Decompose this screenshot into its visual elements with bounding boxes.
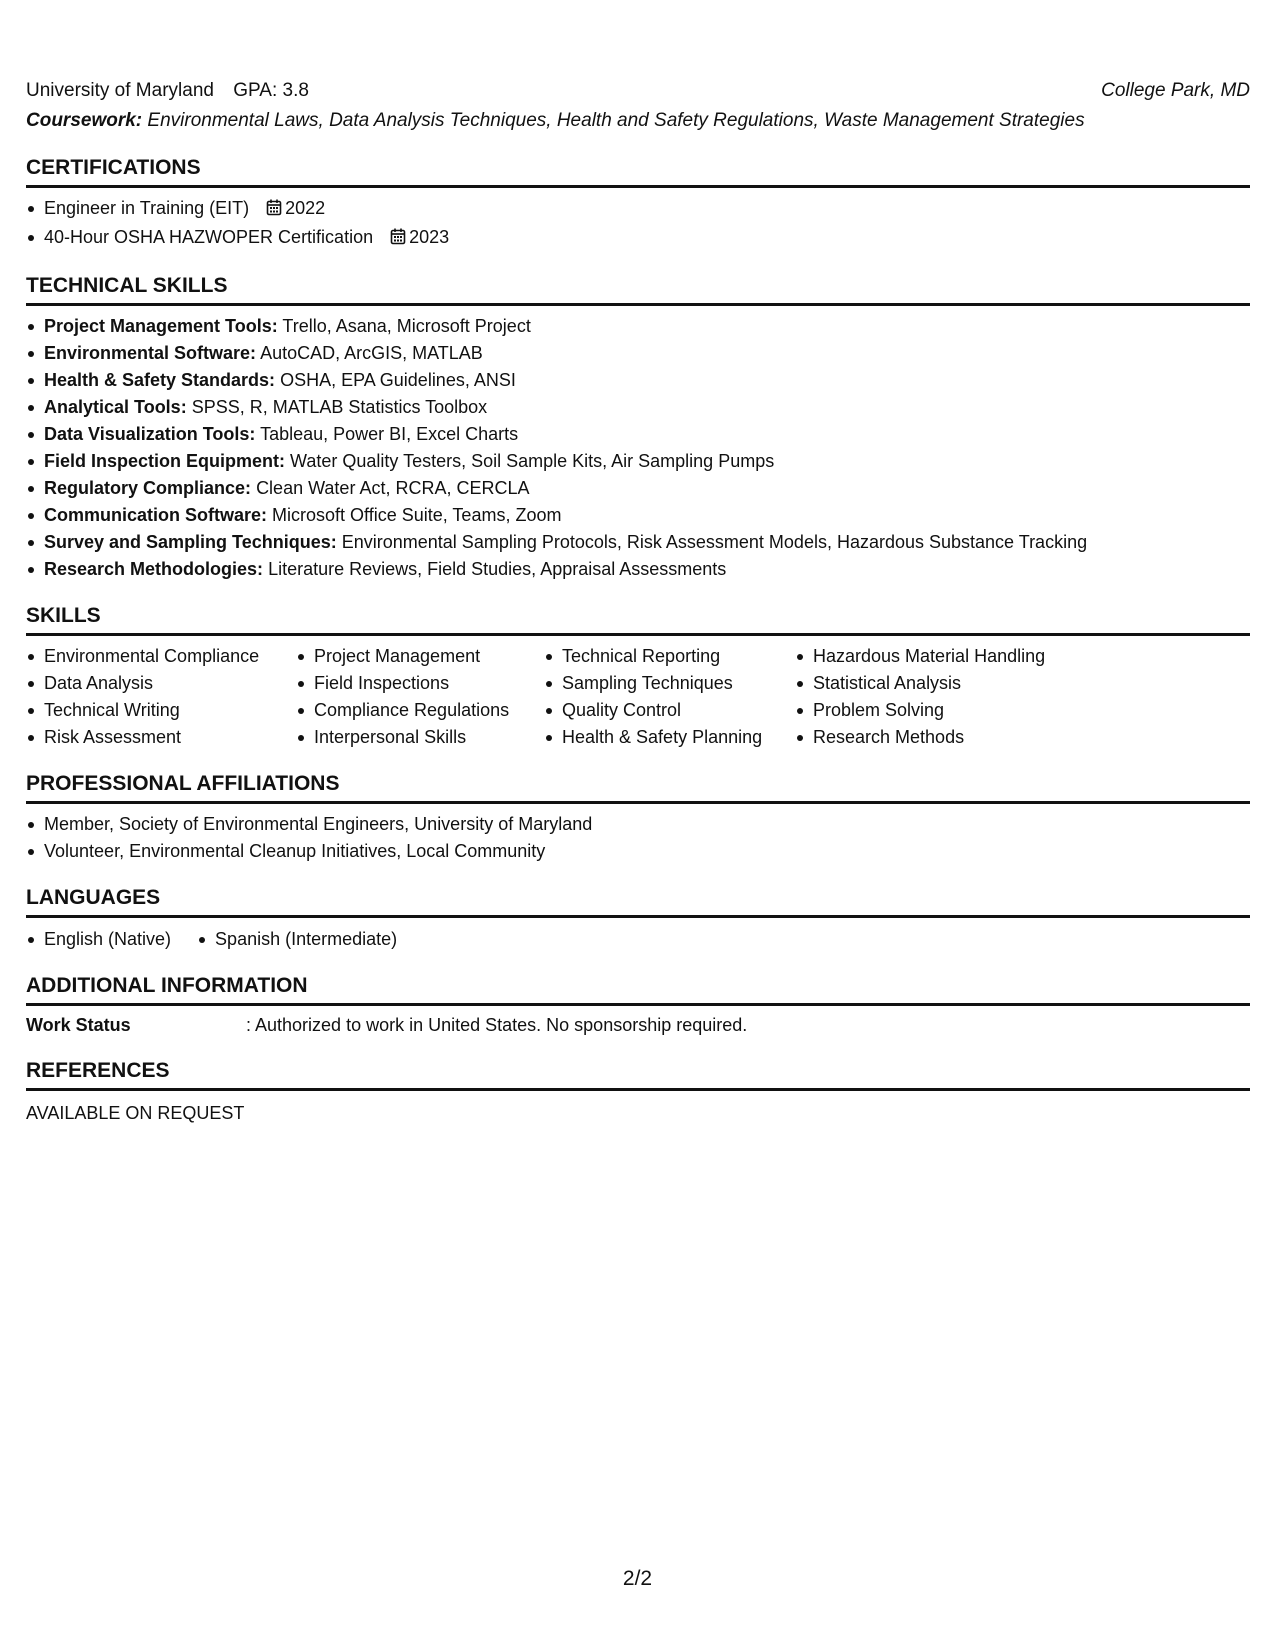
affiliations-section xyxy=(26,771,1250,865)
list-item xyxy=(26,529,1250,556)
list-item: Interpersonal Skills xyxy=(296,724,544,751)
skill-label: Field Inspection Equipment: xyxy=(44,451,286,471)
skill-value: AutoCAD, ArcGIS, MATLAB xyxy=(260,343,483,363)
skill-label: Regulatory Compliance: xyxy=(44,478,252,498)
section-heading: PROFESSIONAL AFFILIATIONS xyxy=(26,771,1250,804)
skill-label: Research Methodologies: xyxy=(44,559,264,579)
list-item xyxy=(26,224,1250,253)
education-row xyxy=(26,78,1250,104)
additional-info-section xyxy=(26,973,1250,1038)
skill-value: Literature Reviews, Field Studies, Appraisal Assessments xyxy=(268,559,727,579)
section-heading: CERTIFICATIONS xyxy=(26,155,1250,188)
school-name: University of Maryland xyxy=(26,80,214,101)
coursework-line xyxy=(26,107,1250,135)
list-item xyxy=(26,421,1250,448)
skill-value: OSHA, EPA Guidelines, ANSI xyxy=(280,370,516,390)
references-section xyxy=(26,1058,1250,1126)
work-status-label: Work Status xyxy=(26,1015,131,1035)
work-status-value: : Authorized to work in United States. No sponsorship required. xyxy=(246,1015,748,1035)
certification-name: Engineer in Training (EIT) xyxy=(44,198,250,218)
skills-column xyxy=(296,643,544,751)
skill-label: Health & Safety Standards: xyxy=(44,370,276,390)
list-item: Technical Reporting xyxy=(544,643,795,670)
skill-label: Analytical Tools: xyxy=(44,397,187,417)
list-item: Statistical Analysis xyxy=(795,670,1095,697)
resume-page xyxy=(26,78,1250,1126)
list-item: Risk Assessment xyxy=(26,724,296,751)
skills-column xyxy=(795,643,1095,751)
list-item xyxy=(26,556,1250,583)
skill-label: Environmental Software: xyxy=(44,343,257,363)
work-status-row xyxy=(26,1012,1250,1038)
list-item: Research Methods xyxy=(795,724,1095,751)
skill-label: Communication Software: xyxy=(44,505,268,525)
list-item xyxy=(26,475,1250,502)
calendar-icon xyxy=(390,226,406,253)
coursework-label: Coursework: xyxy=(26,110,143,131)
skill-value: Trello, Asana, Microsoft Project xyxy=(282,316,531,336)
technical-skills-section xyxy=(26,273,1250,583)
skill-label: Project Management Tools: xyxy=(44,316,278,336)
section-heading: TECHNICAL SKILLS xyxy=(26,273,1250,306)
list-item: Health & Safety Planning xyxy=(544,724,795,751)
skill-value: Microsoft Office Suite, Teams, Zoom xyxy=(272,505,562,525)
skills-column xyxy=(544,643,795,751)
list-item: Spanish (Intermediate) xyxy=(197,926,397,953)
education-left xyxy=(26,78,309,104)
skill-value: Water Quality Testers, Soil Sample Kits, Air Sampling Pumps xyxy=(290,451,775,471)
affiliations-list xyxy=(26,811,1250,865)
skill-value: Clean Water Act, RCRA, CERCLA xyxy=(256,478,530,498)
list-item: English (Native) xyxy=(26,926,171,953)
certifications-list xyxy=(26,195,1250,253)
section-heading: ADDITIONAL INFORMATION xyxy=(26,973,1250,1006)
skill-value: Environmental Sampling Protocols, Risk Assessment Models, Hazardous Substance Tracking xyxy=(341,532,1088,552)
skill-value: SPSS, R, MATLAB Statistics Toolbox xyxy=(191,397,488,417)
skills-section xyxy=(26,603,1250,751)
list-item xyxy=(26,448,1250,475)
technical-skills-list xyxy=(26,313,1250,583)
list-item xyxy=(26,195,1250,224)
list-item: Data Analysis xyxy=(26,670,296,697)
certification-year: 2022 xyxy=(285,198,326,218)
list-item: Project Management xyxy=(296,643,544,670)
gpa: GPA: 3.8 xyxy=(233,80,309,101)
list-item: Environmental Compliance xyxy=(26,643,296,670)
page-number: 2/2 xyxy=(622,1567,653,1590)
section-heading: LANGUAGES xyxy=(26,885,1250,918)
list-item: Hazardous Material Handling xyxy=(795,643,1095,670)
skills-columns xyxy=(26,643,1250,751)
list-item xyxy=(26,367,1250,394)
list-item xyxy=(26,313,1250,340)
certification-name: 40-Hour OSHA HAZWOPER Certification xyxy=(44,227,374,247)
section-heading: REFERENCES xyxy=(26,1058,1250,1091)
coursework-list: Environmental Laws, Data Analysis Techniques, Health and Safety Regulations, Waste Management Strategies xyxy=(147,110,1085,131)
list-item xyxy=(26,340,1250,367)
list-item: Quality Control xyxy=(544,697,795,724)
references-text: AVAILABLE ON REQUEST xyxy=(26,1103,245,1123)
certifications-section xyxy=(26,155,1250,253)
calendar-icon xyxy=(266,197,282,224)
list-item: Sampling Techniques xyxy=(544,670,795,697)
list-item: Field Inspections xyxy=(296,670,544,697)
skills-column xyxy=(26,643,296,751)
skill-label: Data Visualization Tools: xyxy=(44,424,256,444)
skill-label: Survey and Sampling Techniques: xyxy=(44,532,337,552)
section-heading: SKILLS xyxy=(26,603,1250,636)
list-item: Compliance Regulations xyxy=(296,697,544,724)
certification-year: 2023 xyxy=(409,227,450,247)
list-item xyxy=(26,502,1250,529)
list-item: Technical Writing xyxy=(26,697,296,724)
languages-list xyxy=(26,926,1250,953)
languages-section xyxy=(26,885,1250,953)
list-item xyxy=(26,394,1250,421)
list-item: Problem Solving xyxy=(795,697,1095,724)
list-item: Volunteer, Environmental Cleanup Initiatives, Local Community xyxy=(26,838,1250,865)
list-item: Member, Society of Environmental Engineers, University of Maryland xyxy=(26,811,1250,838)
skill-value: Tableau, Power BI, Excel Charts xyxy=(260,424,519,444)
school-location: College Park, MD xyxy=(1101,80,1250,101)
